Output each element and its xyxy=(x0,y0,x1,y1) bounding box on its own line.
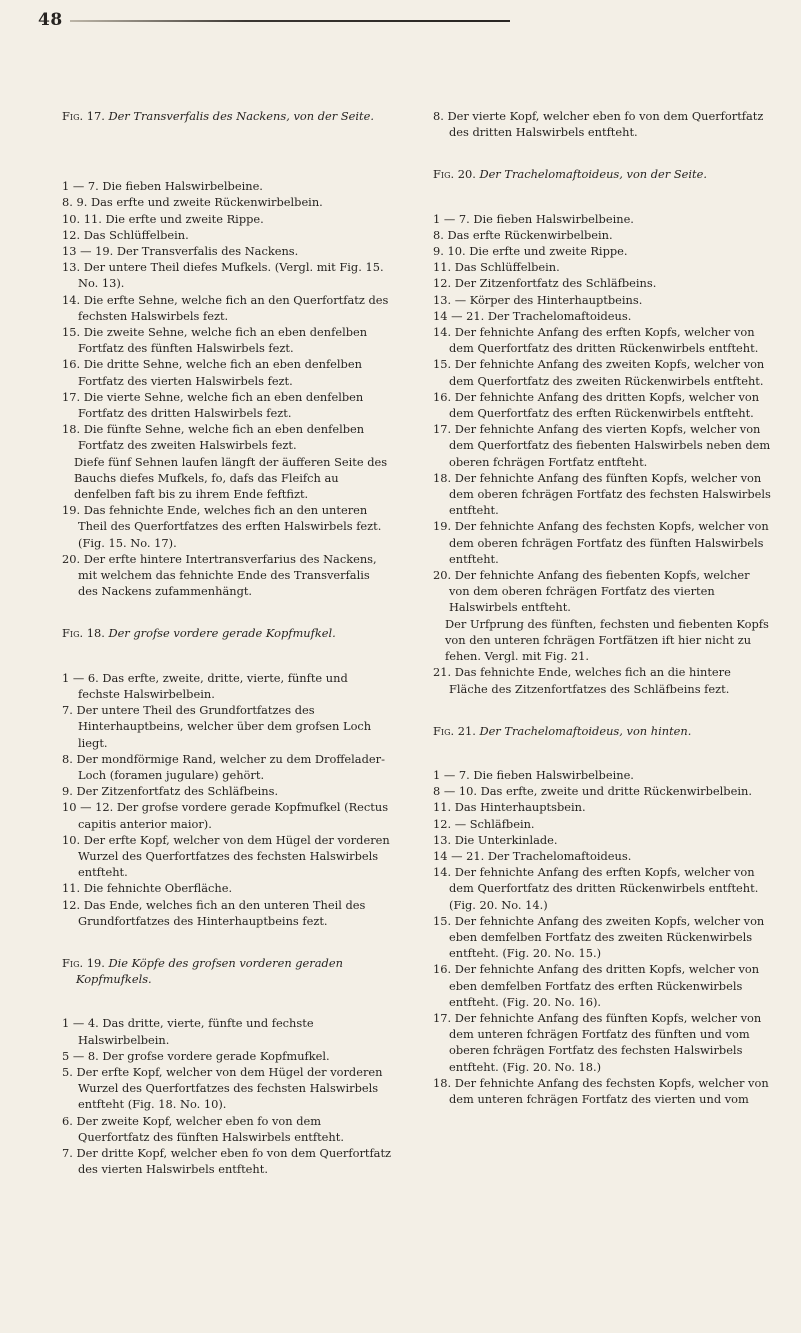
caption-spacer xyxy=(62,1007,392,1015)
legend-item: 11. Das Hinterhauptsbein. xyxy=(433,800,586,815)
legend-item: 7. Der dritte Kopf, welcher eben fo von dem Querfortfatz des vierten Halswirbels entfteht. xyxy=(62,1145,392,1177)
legend-item: 16. Der fehnichte Anfang des dritten Kopfs, welcher von dem Querfortfatz des erften Rückenwirbels entfteht. xyxy=(433,389,760,421)
note-paragraph: Der Urfprung des fünften, fechsten und fiebenten Kopfs von den unteren fchrägen Fortfätzen ift hier nicht zu fehen. Vergl. mit Fig. 21. xyxy=(445,616,769,664)
legend-item: 10. 11. Die erfte und zweite Rippe. xyxy=(62,211,264,226)
left-column xyxy=(62,108,392,1177)
legend-item: 12. Das Schlüffelbein. xyxy=(62,227,189,242)
caption-spacer xyxy=(433,203,773,211)
legend-item: 13 — 19. Der Transverfalis des Nackens. xyxy=(62,244,299,259)
legend-item: 19. Der fehnichte Anfang des fechsten Kopfs, welcher von dem oberen fchrägen Fortfatz des fünften Halswirbels entfteht. xyxy=(433,519,769,566)
legend-item: 5 — 8. Der grofse vordere gerade Kopfmufkel. xyxy=(62,1048,330,1063)
legend-item: 10 — 12. Der grofse vordere gerade Kopfmufkel (Rectus capitis anterior maior). xyxy=(62,800,389,831)
legend-item: 16. Der fehnichte Anfang des dritten Kopfs, welcher von eben demfelben Fortfatz des erften Rückenwirbels entfteht. (Fig. 20. No. 16). xyxy=(433,962,760,1009)
section-spacer xyxy=(433,140,773,166)
legend-item: 6. Der zweite Kopf, welcher eben fo von dem Querfortfatz des fünften Halswirbels entfteht. xyxy=(62,1113,344,1144)
legend-item: 8. Der mondförmige Rand, welcher zu dem Droffelader-Loch (foramen jugulare) gehört. xyxy=(62,751,385,782)
legend-item: 19. Das fehnichte Ende, welches fich an den unteren Theil des Querfortfatzes des erften Halswirbels fezt. (Fig. 15. No. 17). xyxy=(62,503,382,550)
legend-item: 15. Der fehnichte Anfang des zweiten Kopfs, welcher von dem Querfortfatz des zweiten Rückenwirbels entfteht. xyxy=(433,357,765,388)
legend-item: 10. Der erfte Kopf, welcher von dem Hügel der vorderen Wurzel des Querfortfatzes des fechsten Halswirbels entfteht. xyxy=(62,832,390,880)
figure-label: Fig. 20. xyxy=(433,167,476,182)
legend-item: 14. Die erfte Sehne, welche fich an den Querfortfatz des fechsten Halswirbels fezt. xyxy=(62,292,389,323)
figure-title: Die Köpfe des grofsen vorderen geraden Kopfmufkels. xyxy=(76,955,343,987)
figure-caption xyxy=(62,955,392,987)
figure-caption xyxy=(433,723,773,739)
legend-item: 5. Der erfte Kopf, welcher von dem Hügel der vorderen Wurzel des Querfortfatzes des fechsten Halswirbels entfteht (Fig. 18. No. 10). xyxy=(62,1064,383,1112)
legend-item: 13. Die Unterkinlade. xyxy=(433,832,558,847)
legend-item: 1 — 7. Die fieben Halswirbelbeine. xyxy=(62,179,263,194)
section-spacer xyxy=(62,599,392,625)
legend-item: 15. Die zweite Sehne, welche fich an eben denfelben Fortfatz des fünften Halswirbels fezt. xyxy=(62,325,368,356)
figure-title: Der grofse vordere gerade Kopfmufkel. xyxy=(108,626,336,641)
legend-item: 9. 10. Die erfte und zweite Rippe. xyxy=(433,244,628,259)
legend-item: 1 — 4. Das dritte, vierte, fünfte und fechste Halswirbelbein. xyxy=(62,1016,314,1047)
legend-item: 11. Das Schlüffelbein. xyxy=(433,260,560,275)
legend-item: 9. Der Zitzenfortfatz des Schläfbeins. xyxy=(62,784,279,799)
figure-title: Der Transverfalis des Nackens, von der Seite. xyxy=(108,109,374,123)
header-rule xyxy=(70,20,510,22)
page-number: 48 xyxy=(38,10,63,30)
legend-item: 20. Der fehnichte Anfang des fiebenten Kopfs, welcher von dem oberen fchrägen Fortfatz des vierten Halswirbels entfteht. xyxy=(433,568,750,615)
legend-item: 21. Das fehnichte Ende, welches fich an die hintere Fläche des Zitzenfortfatzes des Schläfbeins fezt. xyxy=(433,665,731,696)
legend-item: 7. Der untere Theil des Grundfortfatzes des Hinterhauptbeins, welcher über dem grofsen Loch liegt. xyxy=(62,703,372,750)
legend-item: 8. Der vierte Kopf, welcher eben fo von dem Querfortfatz des dritten Halswirbels entfteht. xyxy=(433,109,764,140)
legend-item: 18. Die fünfte Sehne, welche fich an eben denfelben Fortfatz des zweiten Halswirbels fezt. xyxy=(62,422,365,453)
legend-item: 14 — 21. Der Trachelomaftoideus. xyxy=(433,848,632,863)
figure-caption xyxy=(62,625,392,641)
legend-item: 13. Der untere Theil diefes Mufkels. (Vergl. mit Fig. 15. No. 13). xyxy=(62,260,384,291)
caption-spacer xyxy=(433,759,773,767)
section-spacer xyxy=(62,152,392,178)
legend-item: 18. Der fehnichte Anfang des fünften Kopfs, welcher von dem oberen fchrägen Fortfatz des fechsten Halswirbels entfteht. xyxy=(433,470,771,518)
right-column xyxy=(433,108,773,1107)
figure-label: Fig. 18. xyxy=(62,626,105,641)
figure-caption xyxy=(433,166,773,182)
legend-item: 1 — 7. Die fieben Halswirbelbeine. xyxy=(433,767,634,782)
legend-item: 12. Der Zitzenfortfatz des Schläfbeins. xyxy=(433,276,657,291)
figure-title: Der Trachelomaftoideus, von hinten. xyxy=(479,723,692,738)
legend-item: 11. Die fehnichte Oberfläche. xyxy=(62,881,233,896)
legend-item: 8. Das erfte Rückenwirbelbein. xyxy=(433,227,613,242)
legend-item: 18. Der fehnichte Anfang des fechsten Kopfs, welcher von dem unteren fchrägen Fortfatz des vierten und vom xyxy=(433,1075,769,1106)
legend-item: 1 — 7. Die fieben Halswirbelbeine. xyxy=(433,211,634,226)
legend-item: 8. 9. Das erfte und zweite Rückenwirbelbein. xyxy=(62,195,323,210)
legend-item: 14 — 21. Der Trachelomaftoideus. xyxy=(433,308,632,323)
section-spacer xyxy=(433,697,773,723)
legend-item: 17. Der fehnichte Anfang des fünften Kopfs, welcher von dem unteren fchrägen Fortfatz des fünften und vom oberen fchrägen Fortfatz des fechsten Halswirbels entfteht. (Fig. 20. No. 18.) xyxy=(433,1010,762,1074)
legend-item: 17. Die vierte Sehne, welche fich an eben denfelben Fortfatz des dritten Halswirbels fezt. xyxy=(62,389,364,421)
legend-item: 16. Die dritte Sehne, welche fich an eben denfelben Fortfatz des vierten Halswirbels fezt. xyxy=(62,357,362,388)
legend-item: 12. — Schläfbein. xyxy=(433,816,535,831)
caption-spacer xyxy=(62,662,392,670)
figure-label: Fig. 17. xyxy=(62,109,105,123)
legend-item: 12. Das Ende, welches fich an den unteren Theil des Grundfortfatzes des Hinterhauptbeins fezt. xyxy=(62,897,366,928)
figure-label: Fig. 21. xyxy=(433,723,476,738)
legend-item: 14. Der fehnichte Anfang des erften Kopfs, welcher von dem Querfortfatz des dritten Rückenwirbels entfteht. (Fig. 20. No. 14.) xyxy=(433,865,759,912)
section-spacer xyxy=(62,929,392,955)
legend-item: 14. Der fehnichte Anfang des erften Kopfs, welcher von dem Querfortfatz des dritten Rückenwirbels entfteht. xyxy=(433,325,759,356)
legend-item: 1 — 6. Das erfte, zweite, dritte, vierte, fünfte und fechste Halswirbelbein. xyxy=(62,670,348,701)
legend-item: 8 — 10. Das erfte, zweite und dritte Rückenwirbelbein. xyxy=(433,784,752,799)
legend-item: 20. Der erfte hintere Intertransverfarius des Nackens, mit welchem das fehnichte Ende des Transverfalis des Nackens zufammenhängt. xyxy=(62,551,377,599)
legend-item: 17. Der fehnichte Anfang des vierten Kopfs, welcher von dem Querfortfatz des fiebenten Halswirbels neben dem oberen fchrägen Fortfatz entfteht. xyxy=(433,422,771,469)
figure-caption xyxy=(62,108,392,124)
legend-item: 13. — Körper des Hinterhauptbeins. xyxy=(433,292,643,307)
figure-title: Der Trachelomaftoideus, von der Seite. xyxy=(479,167,707,182)
note-paragraph: Diefe fünf Sehnen laufen längft der äufferen Seite des Bauchs diefes Mufkels, fo, dafs das Fleifch au denfelben faft bis zu ihrem Ende feftfizt. xyxy=(74,454,388,502)
figure-label: Fig. 19. xyxy=(62,955,105,970)
caption-spacer xyxy=(62,144,392,152)
legend-item: 15. Der fehnichte Anfang des zweiten Kopfs, welcher von eben demfelben Fortfatz des zweiten Rückenwirbels entfteht. (Fig. 20. No. 15.) xyxy=(433,913,765,961)
